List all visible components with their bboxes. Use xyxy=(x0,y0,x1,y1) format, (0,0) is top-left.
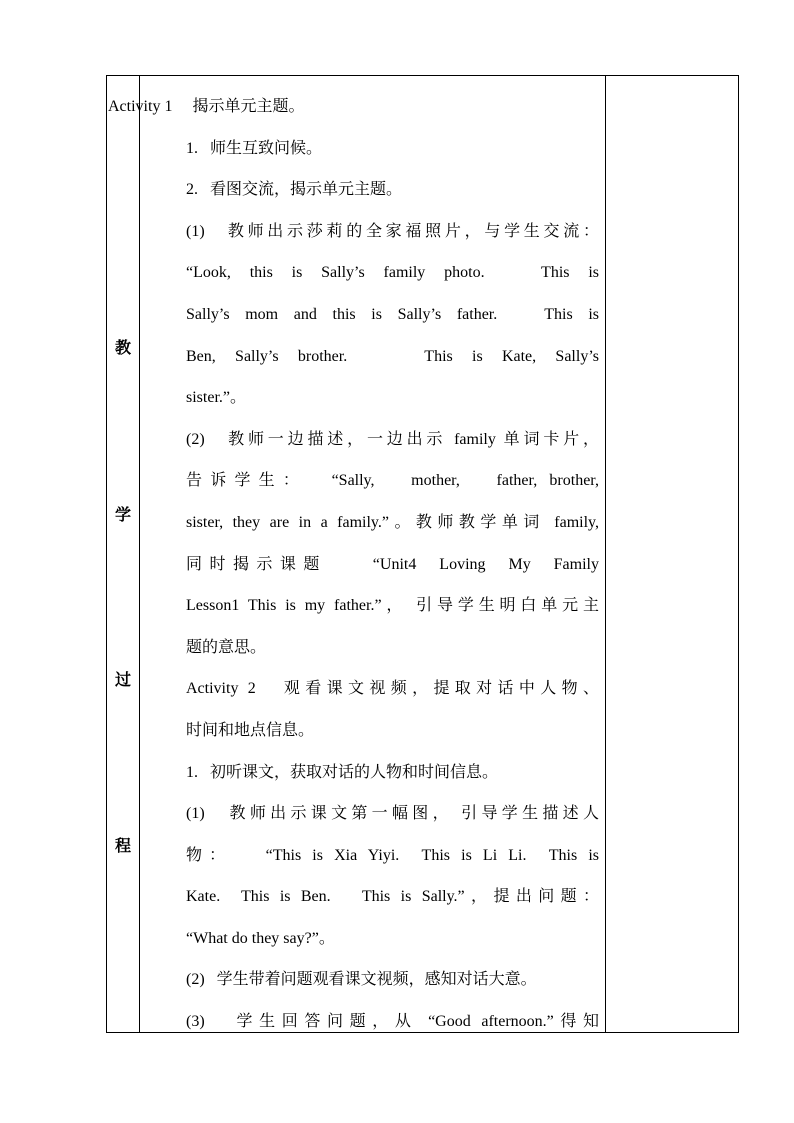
label-column xyxy=(107,76,139,1032)
label-char: 过 xyxy=(114,670,131,689)
text-line-content: (1) 教师出示课文第一幅图， 引导学生描述人 xyxy=(186,805,599,823)
text-line-content: sister.”。 xyxy=(186,389,246,407)
label-char: 教 xyxy=(114,338,131,357)
column-divider-left xyxy=(139,76,140,1032)
text-line-content: 1. 师生互致问候。 xyxy=(186,139,323,157)
text-line xyxy=(147,835,599,877)
text-line-content: Lesson1 This is my father.”， 引导学生明白单元主 xyxy=(186,597,599,615)
text-line-content: Kate. This is Ben. This is Sally.”，提出问题： xyxy=(186,888,599,906)
text-line-content: (2) 学生带着问题观看课文视频，感知对话大意。 xyxy=(186,971,537,989)
text-line xyxy=(147,336,599,378)
text-line-content: Sally’s mom and this is Sally’s father. This is xyxy=(186,305,599,323)
column-divider-right xyxy=(605,76,606,1032)
lesson-table xyxy=(106,75,739,1033)
text-line-content: Activity 2 观看课文视频，提取对话中人物、 xyxy=(186,680,599,698)
text-line-content: sister, they are in a family.”。教师教学单词 family, xyxy=(186,513,599,531)
text-line-content: 1. 初听课文，获取对话的人物和时间信息。 xyxy=(186,763,499,781)
text-line xyxy=(147,544,599,586)
text-line-content: 物： “This is Xia Yiyi. This is Li Li. This is xyxy=(186,846,599,864)
text-line-content: 题的意思。 xyxy=(186,638,267,656)
text-line-content: “What do they say?”。 xyxy=(186,929,335,947)
text-line xyxy=(147,585,599,627)
text-line xyxy=(147,793,599,835)
text-line xyxy=(147,710,599,752)
text-line-content: “Look, this is Sally’s family photo. This is xyxy=(186,264,599,282)
text-line xyxy=(147,294,599,336)
text-line-content: (1) 教师出示莎莉的全家福照片，与学生交流： xyxy=(186,222,599,240)
text-line xyxy=(147,752,599,794)
text-line-content: 时间和地点信息。 xyxy=(186,721,315,739)
text-line xyxy=(147,169,599,211)
text-line xyxy=(147,1001,599,1043)
text-line-content: Activity 1 揭示单元主题。 xyxy=(108,98,305,115)
text-line xyxy=(147,211,599,253)
text-line xyxy=(147,627,599,669)
text-line xyxy=(69,86,560,128)
text-line xyxy=(147,668,599,710)
text-line xyxy=(147,959,599,1001)
text-line-content: 告诉学生： “Sally, mother, father, brother, xyxy=(186,472,599,490)
text-line xyxy=(147,252,599,294)
text-line xyxy=(147,502,599,544)
text-line xyxy=(147,918,599,960)
label-char: 程 xyxy=(114,836,131,855)
text-line-content: 2. 看图交流，揭示单元主题。 xyxy=(186,181,403,199)
text-line xyxy=(147,377,599,419)
text-line xyxy=(147,876,599,918)
text-line-content: (3) 学生回答问题，从 “Good afternoon.”得知 xyxy=(186,1013,599,1031)
text-line-content: 同时揭示课题 “Unit4 Loving My Family xyxy=(186,555,599,573)
label-char: 学 xyxy=(114,505,131,524)
text-line xyxy=(147,419,599,461)
text-line-content: Ben, Sally’s brother. This is Kate, Sally’s xyxy=(186,347,599,365)
text-line xyxy=(147,460,599,502)
text-line xyxy=(147,128,599,170)
text-line-content: (2) 教师一边描述，一边出示 family 单词卡片， xyxy=(186,430,599,448)
process-content xyxy=(108,86,599,1043)
